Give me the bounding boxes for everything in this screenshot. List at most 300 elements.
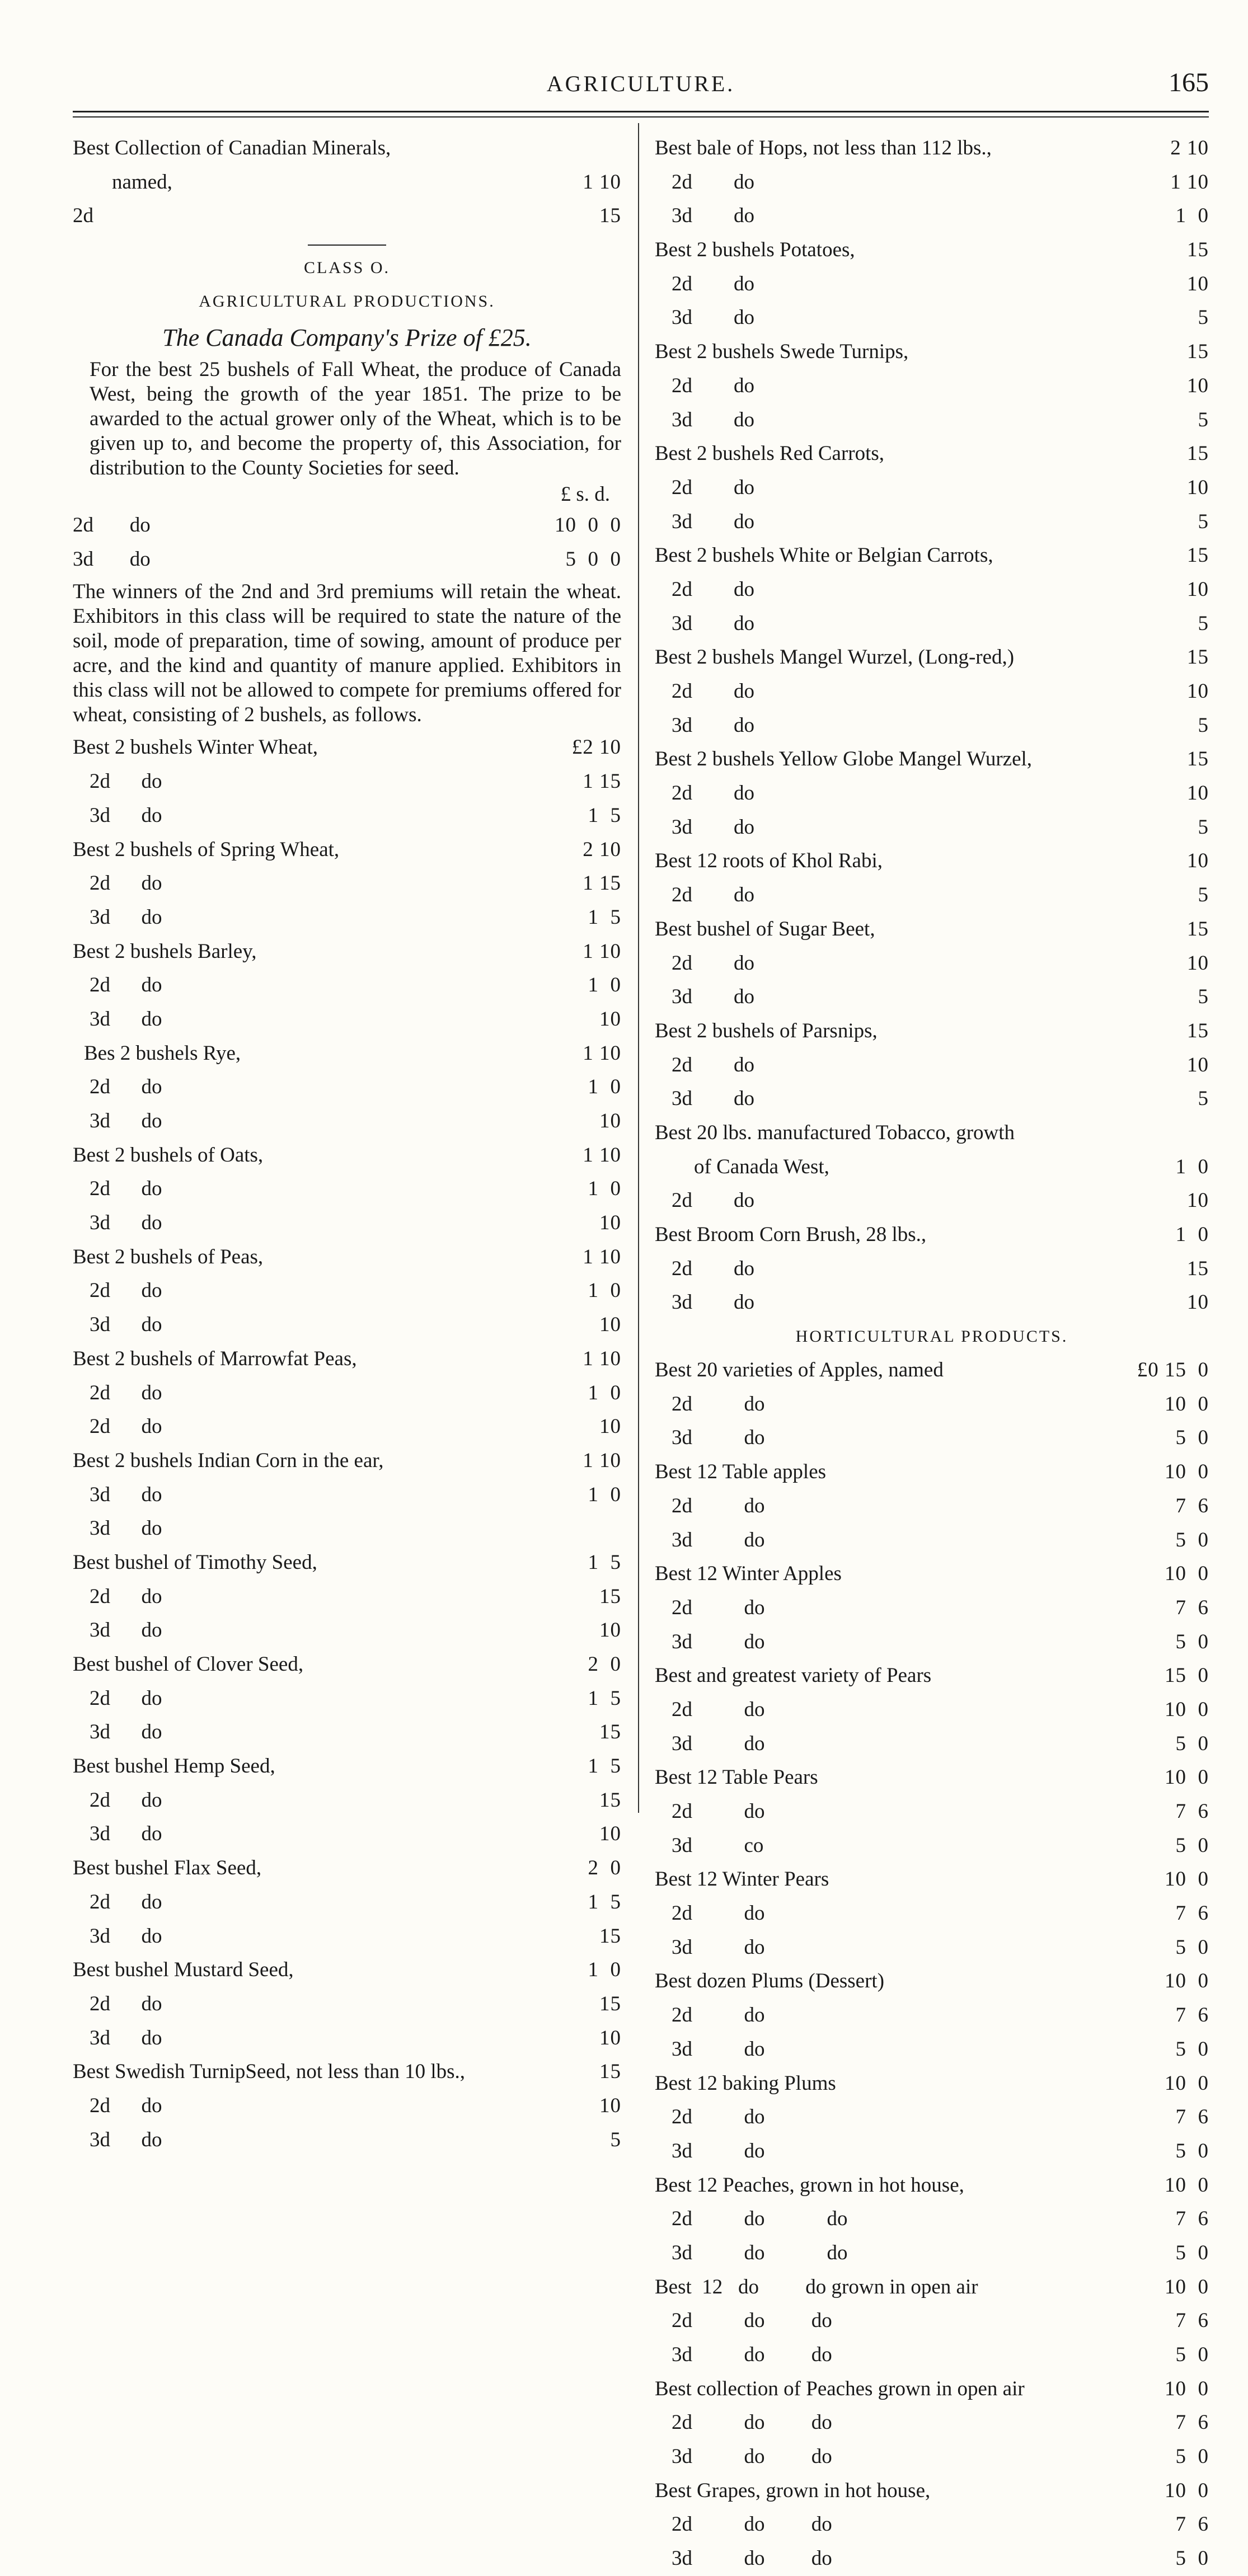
premium-row bbox=[73, 1240, 621, 1275]
premium-row bbox=[655, 2474, 1209, 2508]
premium-label: 3d do bbox=[672, 2139, 765, 2163]
premium-label: 2d do bbox=[672, 1053, 754, 1077]
premium-label: Best 12 Table apples bbox=[655, 1460, 827, 1484]
premium-label: 2d do bbox=[672, 1257, 754, 1280]
premium-row bbox=[655, 573, 1209, 607]
premium-label: 2d do bbox=[672, 1392, 765, 1416]
premium-amount: 10 bbox=[599, 1211, 621, 1235]
premium-row bbox=[73, 1410, 621, 1444]
premium-amount: 5 0 bbox=[1175, 2037, 1209, 2061]
premium-amount: 5 0 bbox=[1175, 1732, 1209, 1755]
premium-amount: 1 10 bbox=[583, 1143, 621, 1167]
premium-label: Best Grapes, grown in hot house, bbox=[655, 2479, 931, 2502]
premium-amount: 5 bbox=[1198, 713, 1209, 737]
premium-amount: 15 bbox=[599, 1992, 621, 2015]
premium-amount: 1 10 bbox=[583, 939, 621, 963]
premium-amount: £2 10 bbox=[571, 736, 621, 759]
premium-amount: 10 bbox=[1187, 1291, 1209, 1314]
premium-label: Best collection of Peaches grown in open air bbox=[655, 2377, 1025, 2400]
premium-label: 2d do bbox=[90, 1415, 162, 1439]
premium-amount: 5 0 bbox=[1175, 2445, 1209, 2469]
premium-amount: 15 bbox=[599, 2060, 621, 2084]
premium-label: 3d do bbox=[672, 1087, 754, 1111]
currency-header: £ s. d. bbox=[560, 483, 610, 506]
premium-label: Best 2 bushels Winter Wheat, bbox=[73, 736, 318, 759]
premium-row bbox=[655, 2304, 1209, 2338]
premium-amount: 1 15 bbox=[583, 770, 621, 793]
class-heading: CLASS O. bbox=[303, 258, 391, 278]
premium-row bbox=[655, 811, 1209, 845]
premium-label: 3d do bbox=[672, 1732, 765, 1755]
premium-amount: 15 bbox=[599, 1788, 621, 1812]
exhibitor-note: The winners of the 2nd and 3rd premiums will retain the wheat. Exhibitors in this class will be required to state the nature of the soil, mode of preparation, time of sowing, amount of produce per acre, and the kind and quantity of manure applied. Exhibitors in this class will not be allowed to compete for premiums offered for wheat, consisting of 2 bushels, as follows. bbox=[73, 580, 621, 727]
premium-amount: 15 bbox=[1187, 917, 1209, 941]
premium-amount: 10 bbox=[1187, 951, 1209, 975]
premium-label: Best 20 varieties of Apples, named bbox=[655, 1358, 944, 1382]
section-rule bbox=[308, 245, 386, 246]
premium-label: 2d do bbox=[90, 1992, 162, 2015]
page-number: 165 bbox=[1169, 68, 1209, 97]
premium-row bbox=[73, 867, 621, 901]
premium-row bbox=[655, 2169, 1209, 2203]
premium-label: Best and greatest variety of Pears bbox=[655, 1664, 932, 1687]
premium-row bbox=[73, 1037, 621, 1071]
premium-row bbox=[655, 1591, 1209, 1625]
premium-label: 2d do do bbox=[672, 2513, 832, 2536]
premium-label: 3d do bbox=[672, 1935, 765, 1959]
premium-row bbox=[73, 2089, 621, 2123]
premium-row bbox=[655, 301, 1209, 335]
premium-label: Best Broom Corn Brush, 28 lbs., bbox=[655, 1223, 927, 1246]
premium-row bbox=[73, 1139, 621, 1173]
premium-row bbox=[655, 2202, 1209, 2236]
premium-row bbox=[655, 709, 1209, 743]
premium-row bbox=[73, 131, 621, 166]
premium-amount: 10 bbox=[599, 1619, 621, 1642]
premium-row bbox=[655, 2542, 1209, 2576]
premium-label: 2d do bbox=[90, 1177, 162, 1201]
premium-row bbox=[655, 878, 1209, 913]
premium-label: 3d do bbox=[672, 713, 754, 737]
premium-row bbox=[655, 1999, 1209, 2033]
premium-label: 3d do bbox=[90, 1721, 162, 1744]
premium-row bbox=[655, 1489, 1209, 1524]
premium-label: 3d do bbox=[672, 510, 754, 533]
premium-row bbox=[73, 1274, 621, 1308]
grain-seed-rows bbox=[73, 731, 621, 2157]
premium-amount: 10 bbox=[1187, 476, 1209, 499]
premium-label: 2d do bbox=[672, 1494, 765, 1517]
premium-amount: 5 0 bbox=[1175, 2139, 1209, 2163]
premium-label: 2d do bbox=[90, 1381, 162, 1404]
header-rule bbox=[73, 111, 1209, 112]
premium-row bbox=[655, 1286, 1209, 1320]
horticultural-heading: HORTICULTURAL PRODUCTS. bbox=[795, 1327, 1068, 1346]
premium-amount: 1 5 bbox=[588, 905, 621, 929]
premium-row bbox=[655, 166, 1209, 200]
premium-amount: 10 bbox=[1187, 577, 1209, 601]
premium-label: 3d do bbox=[90, 1007, 162, 1031]
premium-label: 2d do bbox=[73, 514, 151, 537]
premium-amount: 10 bbox=[599, 1822, 621, 1846]
premium-row bbox=[655, 1625, 1209, 1660]
premium-row bbox=[655, 505, 1209, 539]
premium-row bbox=[655, 1761, 1209, 1795]
prize-title: The Canada Company's Prize of £25. bbox=[162, 324, 532, 352]
premium-amount: 15 0 bbox=[1165, 1664, 1209, 1687]
premium-row bbox=[655, 844, 1209, 878]
premium-label: 3d do bbox=[672, 612, 754, 635]
premium-amount: 10 bbox=[1187, 680, 1209, 703]
premium-row bbox=[655, 2135, 1209, 2169]
premium-label: 2d bbox=[73, 204, 93, 228]
premium-amount: 10 bbox=[1187, 374, 1209, 397]
header-rule-secondary bbox=[73, 116, 1209, 117]
premium-label: 2d do bbox=[672, 2105, 765, 2129]
premium-row bbox=[73, 935, 621, 969]
premium-row bbox=[73, 1444, 621, 1478]
premium-amount: 7 6 bbox=[1175, 1902, 1209, 1925]
premium-amount: 7 6 bbox=[1175, 1800, 1209, 1823]
premium-row bbox=[73, 765, 621, 799]
premium-row bbox=[73, 2055, 621, 2089]
premium-row bbox=[73, 1580, 621, 1614]
premium-label: 3d do bbox=[672, 2037, 765, 2061]
premium-label: 2d do bbox=[90, 1585, 162, 1608]
premium-label: 2d do bbox=[90, 2094, 162, 2117]
premium-row bbox=[73, 969, 621, 1003]
premium-label: 2d do bbox=[90, 974, 162, 997]
premium-row bbox=[655, 742, 1209, 777]
premium-amount: 2 10 bbox=[583, 838, 621, 861]
premium-label: Best bushel Hemp Seed, bbox=[73, 1755, 275, 1778]
premium-row bbox=[655, 131, 1209, 166]
premium-amount: 5 0 bbox=[1175, 1528, 1209, 1552]
premium-label: Best 12 do do grown in open air bbox=[655, 2275, 978, 2298]
premium-amount: 7 6 bbox=[1175, 2513, 1209, 2536]
premium-row bbox=[655, 913, 1209, 947]
premium-amount: 5 bbox=[1198, 612, 1209, 635]
premium-label: 3d do bbox=[90, 1822, 162, 1846]
premium-row bbox=[73, 833, 621, 867]
premium-row bbox=[73, 2123, 621, 2157]
premium-label: 2d do bbox=[672, 374, 754, 397]
premium-amount: 1 5 bbox=[588, 803, 621, 827]
premium-row bbox=[655, 2033, 1209, 2067]
book-page bbox=[73, 67, 1209, 2570]
premium-amount: 15 bbox=[599, 204, 621, 228]
premium-amount: 1 10 bbox=[583, 1041, 621, 1065]
premium-row bbox=[655, 2236, 1209, 2271]
premium-label: 2d do bbox=[672, 1698, 765, 1721]
premium-label: 2d do do bbox=[672, 2309, 832, 2333]
premium-row bbox=[73, 2022, 621, 2056]
premium-amount: 15 bbox=[599, 1721, 621, 1744]
premium-amount: 15 bbox=[1187, 238, 1209, 262]
prize-description: For the best 25 bushels of Fall Wheat, the produce of Canada West, being the growth of the year 1851. The prize to be awarded to the actual grower only of the Wheat, which is to be given up to, and become the property of, this Association, for distribution to the County Societies for seed. bbox=[90, 358, 621, 480]
left-column bbox=[73, 131, 621, 2157]
premium-row bbox=[655, 1727, 1209, 1761]
premium-row bbox=[73, 799, 621, 833]
premium-row bbox=[73, 543, 621, 577]
premium-row bbox=[655, 1964, 1209, 1999]
premium-label: 2d do bbox=[90, 1279, 162, 1303]
prize-rows bbox=[73, 509, 621, 576]
premium-amount: 10 bbox=[599, 2026, 621, 2049]
premium-row bbox=[73, 1478, 621, 1512]
premium-row bbox=[73, 1953, 621, 1987]
premium-label: Best 2 bushels Yellow Globe Mangel Wurzel, bbox=[655, 748, 1033, 771]
premium-label: Bes 2 bushels Rye, bbox=[84, 1041, 241, 1065]
premium-amount: 7 6 bbox=[1175, 2411, 1209, 2434]
premium-row bbox=[73, 1614, 621, 1648]
premium-amount: 10 0 bbox=[1165, 2071, 1209, 2095]
premium-row bbox=[655, 2067, 1209, 2101]
premium-amount: 10 0 bbox=[1165, 1392, 1209, 1416]
premium-amount: 15 bbox=[1187, 544, 1209, 567]
premium-label: 3d do bbox=[90, 905, 162, 929]
premium-row bbox=[655, 607, 1209, 641]
premium-label: 3d do bbox=[672, 815, 754, 839]
premium-amount: 15 bbox=[1187, 646, 1209, 669]
premium-label: 3d do do bbox=[672, 2343, 832, 2366]
premium-label: 3d do bbox=[90, 1619, 162, 1642]
premium-label: 2d do bbox=[672, 1189, 754, 1212]
premium-row bbox=[655, 2100, 1209, 2135]
premium-amount: 1 0 bbox=[588, 1958, 621, 1982]
premium-amount: 7 6 bbox=[1175, 1596, 1209, 1619]
premium-amount: £0 15 0 bbox=[1137, 1358, 1209, 1382]
premium-amount: 5 bbox=[1198, 408, 1209, 431]
premium-amount: 10 0 bbox=[1165, 1562, 1209, 1586]
premium-label: 2d do bbox=[672, 577, 754, 601]
premium-row bbox=[655, 1388, 1209, 1422]
premium-amount: 5 0 bbox=[1175, 2547, 1209, 2570]
premium-label: Best 12 Winter Pears bbox=[655, 1868, 829, 1891]
premium-row bbox=[73, 1070, 621, 1104]
premium-row bbox=[655, 2406, 1209, 2440]
premium-label: Best 2 bushels Potatoes, bbox=[655, 238, 855, 262]
premium-row bbox=[73, 166, 621, 200]
premium-amount: 10 bbox=[599, 1313, 621, 1337]
premium-amount: 10 0 bbox=[1165, 1969, 1209, 1993]
premium-label: Best 20 lbs. manufactured Tobacco, growth bbox=[655, 1121, 1015, 1144]
premium-label: 3d do bbox=[90, 803, 162, 827]
premium-amount: 1 0 bbox=[588, 1279, 621, 1303]
premium-row bbox=[655, 947, 1209, 981]
premium-amount: 5 0 bbox=[1175, 1834, 1209, 1857]
premium-row bbox=[655, 539, 1209, 573]
premium-row bbox=[655, 1931, 1209, 1965]
premium-row bbox=[655, 1150, 1209, 1184]
premium-label: Best 2 bushels Red Carrots, bbox=[655, 442, 885, 466]
premium-label: 2d do bbox=[90, 872, 162, 895]
premium-row bbox=[655, 1252, 1209, 1286]
premium-label: 2d do bbox=[90, 770, 162, 793]
column-divider bbox=[638, 123, 639, 1813]
root-crop-rows bbox=[655, 131, 1209, 1320]
premium-label: 3d do bbox=[672, 1291, 754, 1314]
premium-amount: 15 bbox=[599, 1585, 621, 1608]
premium-row bbox=[655, 471, 1209, 505]
premium-label: Best 2 bushels of Oats, bbox=[73, 1143, 264, 1167]
premium-label: 2d do bbox=[672, 1902, 765, 1925]
premium-amount: 15 bbox=[1187, 748, 1209, 771]
premium-label: 3d do bbox=[90, 1483, 162, 1506]
premium-label: 3d do bbox=[90, 1517, 162, 1540]
premium-row bbox=[655, 1218, 1209, 1252]
premium-amount: 5 bbox=[1198, 815, 1209, 839]
premium-amount: 10 bbox=[1187, 1189, 1209, 1212]
premium-amount: 5 bbox=[1198, 985, 1209, 1009]
premium-label: of Canada West, bbox=[694, 1155, 829, 1178]
premium-label: 2d do bbox=[90, 1686, 162, 1710]
premium-label: named, bbox=[112, 170, 172, 194]
premium-row bbox=[655, 369, 1209, 403]
premium-row bbox=[655, 1014, 1209, 1049]
premium-amount: 2 10 bbox=[1170, 137, 1209, 159]
premium-label: 2d do bbox=[672, 272, 754, 295]
premium-amount: 10 0 bbox=[1165, 2173, 1209, 2197]
premium-amount: 7 6 bbox=[1175, 1494, 1209, 1517]
premium-label: Best bushel Flax Seed, bbox=[73, 1856, 262, 1880]
premium-amount: 10 0 bbox=[1165, 1766, 1209, 1789]
premium-amount: 5 0 bbox=[1175, 1426, 1209, 1450]
premium-amount: 1 10 bbox=[583, 1347, 621, 1370]
premium-amount: 7 6 bbox=[1175, 2105, 1209, 2129]
premium-row bbox=[73, 1817, 621, 1851]
premium-amount: 10 bbox=[599, 1110, 621, 1132]
premium-amount: 1 0 bbox=[588, 1381, 621, 1404]
premium-row bbox=[73, 901, 621, 935]
premium-amount: 1 10 bbox=[583, 1449, 621, 1472]
premium-label: Best bushel of Sugar Beet, bbox=[655, 917, 875, 941]
premium-row bbox=[73, 1512, 621, 1546]
premium-amount: 5 0 bbox=[1175, 1630, 1209, 1653]
premium-row bbox=[655, 267, 1209, 302]
premium-row bbox=[655, 1693, 1209, 1727]
premium-row bbox=[73, 509, 621, 543]
premium-amount: 1 0 bbox=[588, 1177, 621, 1201]
premium-amount: 1 10 bbox=[1170, 170, 1209, 194]
premium-amount: 5 bbox=[610, 2128, 621, 2151]
premium-label: Best 2 bushels of Parsnips, bbox=[655, 1019, 878, 1042]
premium-amount: 1 0 bbox=[1175, 204, 1209, 228]
premium-label: Best 2 bushels Mangel Wurzel, (Long-red,) bbox=[655, 646, 1015, 669]
premium-row bbox=[655, 437, 1209, 471]
right-column bbox=[655, 131, 1209, 2576]
premium-label: Best Collection of Canadian Minerals, bbox=[73, 137, 391, 159]
premium-row bbox=[73, 1308, 621, 1342]
premium-label: Best 12 baking Plums bbox=[655, 2071, 836, 2095]
class-subheading: AGRICULTURAL PRODUCTIONS. bbox=[199, 292, 495, 311]
premium-label: 3d do bbox=[73, 547, 151, 571]
premium-amount: 5 bbox=[1198, 883, 1209, 907]
premium-row bbox=[655, 1557, 1209, 1591]
premium-row bbox=[73, 1682, 621, 1716]
premium-row bbox=[655, 2508, 1209, 2542]
premium-row bbox=[655, 335, 1209, 369]
premium-row bbox=[73, 731, 621, 765]
premium-row bbox=[73, 1342, 621, 1376]
premium-row bbox=[655, 777, 1209, 811]
premium-label: Best dozen Plums (Dessert) bbox=[655, 1969, 885, 1993]
premium-amount: 1 0 bbox=[588, 974, 621, 997]
premium-amount: 15 bbox=[1187, 1257, 1209, 1280]
premium-row bbox=[73, 1886, 621, 1920]
premium-label: Best Swedish TurnipSeed, not less than 10 lbs., bbox=[73, 2060, 465, 2084]
premium-amount: 10 bbox=[599, 2094, 621, 2117]
premium-row bbox=[655, 1795, 1209, 1829]
premium-amount: 1 5 bbox=[588, 1550, 621, 1574]
premium-amount: 5 0 0 bbox=[565, 547, 621, 571]
premium-row bbox=[655, 980, 1209, 1014]
premium-amount: 15 bbox=[599, 1924, 621, 1948]
premium-row bbox=[655, 1659, 1209, 1693]
premium-row bbox=[73, 1376, 621, 1411]
premium-amount: 10 0 0 bbox=[555, 514, 621, 537]
premium-row bbox=[73, 1003, 621, 1037]
premium-amount: 1 5 bbox=[588, 1755, 621, 1778]
premium-row bbox=[73, 1851, 621, 1886]
premium-row bbox=[73, 1546, 621, 1580]
premium-amount: 1 5 bbox=[588, 1890, 621, 1914]
premium-amount: 2 0 bbox=[588, 1856, 621, 1880]
premium-row bbox=[655, 2271, 1209, 2305]
page-header bbox=[73, 67, 1209, 112]
premium-label: Best 2 bushels Indian Corn in the ear, bbox=[73, 1449, 384, 1472]
premium-row bbox=[73, 1920, 621, 1954]
premium-label: 2d do do bbox=[672, 2411, 832, 2434]
premium-label: Best 2 bushels of Marrowfat Peas, bbox=[73, 1347, 357, 1370]
premium-amount: 10 0 bbox=[1165, 1868, 1209, 1891]
premium-label: Best 2 bushels of Spring Wheat, bbox=[73, 838, 340, 861]
premium-label: 3d do bbox=[672, 1528, 765, 1552]
premium-label: Best bale of Hops, not less than 112 lbs., bbox=[655, 137, 992, 159]
premium-amount: 15 bbox=[1187, 340, 1209, 364]
premium-row bbox=[655, 199, 1209, 233]
premium-amount: 10 bbox=[599, 1007, 621, 1031]
premium-label: 2d do bbox=[672, 680, 754, 703]
premium-row bbox=[655, 1116, 1209, 1150]
premium-label: Best bushel of Timothy Seed, bbox=[73, 1550, 317, 1574]
premium-label: Best 2 bushels Barley, bbox=[73, 939, 257, 963]
premium-label: 2d do bbox=[672, 1596, 765, 1619]
premium-row bbox=[73, 1987, 621, 2022]
running-title: AGRICULTURE. bbox=[546, 71, 735, 96]
premium-label: 3d do do bbox=[672, 2241, 848, 2264]
premium-label: 3d do bbox=[90, 1924, 162, 1948]
premium-row bbox=[655, 233, 1209, 267]
premium-row bbox=[655, 1049, 1209, 1083]
premium-amount: 10 bbox=[1187, 1053, 1209, 1077]
premium-amount: 1 0 bbox=[1175, 1223, 1209, 1246]
premium-row bbox=[73, 1104, 621, 1139]
premium-label: 3d do bbox=[672, 204, 754, 228]
premium-row bbox=[655, 2338, 1209, 2372]
premium-row bbox=[655, 1421, 1209, 1455]
premium-amount: 10 0 bbox=[1165, 2377, 1209, 2400]
premium-label: 2d do bbox=[672, 951, 754, 975]
premium-row bbox=[655, 675, 1209, 709]
premium-label: 3d do bbox=[672, 1426, 765, 1450]
premium-amount: 7 6 bbox=[1175, 2207, 1209, 2231]
premium-amount: 5 bbox=[1198, 306, 1209, 330]
premium-label: 3d do bbox=[672, 985, 754, 1009]
premium-label: 3d do bbox=[90, 1110, 162, 1132]
premium-amount: 10 bbox=[1187, 782, 1209, 805]
premium-label: 2d do bbox=[672, 170, 754, 194]
